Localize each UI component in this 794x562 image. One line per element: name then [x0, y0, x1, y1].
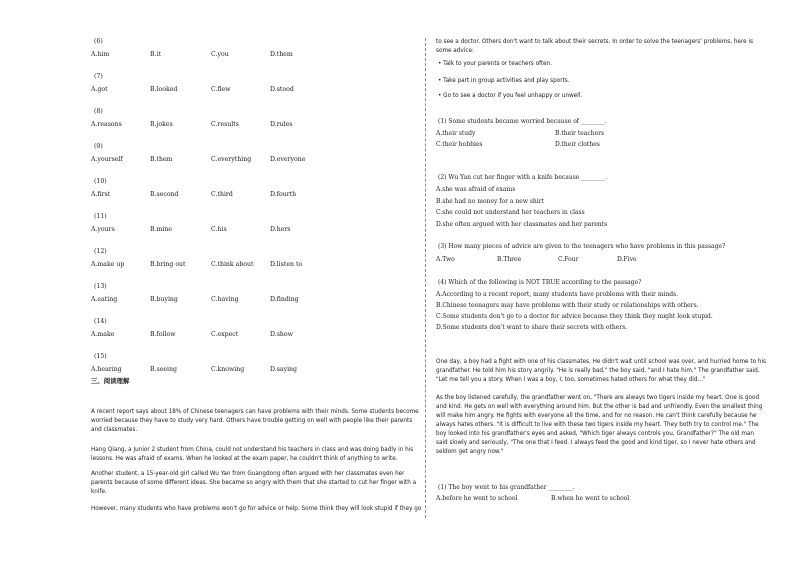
section-title: 三、阅读理解: [91, 377, 130, 385]
option-d: D.them: [270, 51, 293, 58]
option-b: B.follow: [150, 331, 176, 338]
question-stem: (2) Wu Yan cut her finger with a knife because ________.: [438, 174, 608, 181]
option-b: B.their teachers: [555, 130, 605, 137]
option-a: A.hearing: [91, 366, 122, 373]
option-c: C.you: [211, 51, 229, 58]
option-a: A.eating: [91, 296, 118, 303]
option-b: B.buying: [150, 296, 178, 303]
option-d: D.Some students don't want to share their secrets with others.: [436, 324, 628, 331]
option-a: A.before he went to school: [436, 495, 518, 502]
question-stem: (1) The boy went to his grandfather ________.: [438, 484, 575, 491]
option-c: C.their hobbies: [436, 141, 483, 148]
option-b: B.them: [150, 156, 173, 163]
passage2-paragraph: As the boy listened carefully, the grandfather went on, "There are always two tigers inside my heart. One is good and kind. He gets on well with everything around him. But the other is bad and unfriendly. Even the smallest thing will make him angry. He fights with everyone all the time, and for no reason. He can't think carefully because he always hates others. "It is difficult to live with these two tigers inside my heart. They both try to control me." The boy looked into his grandfather's eyes and asked, "Which tiger always controls you, Grandfather?" The old man said slowly and seriously, "The one that I feed. I always feed the good and kind tiger, so I never hate others and seldom get angry now.": [436, 395, 763, 455]
passage1-paragraph-cont: to see a doctor. Others don't want to talk about their secrets. In order to solve the teenagers' problems, here is some advice:: [436, 39, 754, 54]
option-a: A.him: [91, 51, 110, 58]
option-c: C.everything: [211, 156, 252, 163]
option-a: A.According to a recent report, many students have problems with their minds.: [436, 291, 679, 298]
option-b: B.Chinese teenagers may have problems with their study or relationships with others.: [436, 302, 699, 309]
option-a: A.yourself: [91, 156, 123, 163]
option-a: A.got: [91, 86, 108, 93]
question-number: (6): [94, 38, 103, 45]
option-b: B.when he went to school: [551, 495, 630, 502]
option-d: D.fourth: [270, 191, 297, 198]
advice-bullet: • Go to see a doctor if you feel unhappy or unwell.: [438, 93, 583, 99]
question-number: (15): [94, 353, 107, 360]
option-d: D.rules: [270, 121, 293, 128]
option-d: D.hers: [270, 226, 291, 233]
option-b: B.Three: [497, 256, 522, 263]
question-number: (9): [94, 143, 103, 150]
option-d: D.listen to: [270, 261, 303, 268]
option-b: B.seeing: [150, 366, 177, 373]
question-number: (10): [94, 178, 107, 185]
question-number: (12): [94, 248, 107, 255]
option-c: C.third: [211, 191, 233, 198]
question-number: (8): [94, 108, 103, 115]
option-d: D.she often argued with her classmates and her parents: [436, 221, 608, 228]
option-b: B.jokes: [150, 121, 173, 128]
option-c: C.she could not understand her teachers in class: [436, 209, 585, 216]
question-number: (13): [94, 283, 107, 290]
option-c: C.Four: [558, 256, 579, 263]
question-number: (7): [94, 73, 103, 80]
option-a: A.reasons: [91, 121, 122, 128]
option-a: A.Two: [436, 256, 455, 263]
option-a: A.first: [91, 191, 111, 198]
option-b: B.looked: [150, 86, 178, 93]
passage1-paragraph: However, many students who have problems won't go for advice or help. Some think they will look stupid if they go: [91, 506, 422, 512]
option-d: D.everyone: [270, 156, 306, 163]
option-c: C.having: [211, 296, 239, 303]
question-stem: (1) Some students became worried because of ________.: [438, 118, 607, 125]
option-c: C.think about: [211, 261, 254, 268]
option-d: D.Five: [617, 256, 637, 263]
option-d: D.finding: [270, 296, 299, 303]
question-number: (14): [94, 318, 107, 325]
passage2-paragraph: One day, a boy had a fight with one of his classmates. He didn't wait until school was over, and hurried home to his grandfather. He told him his story angrily. "He is really bad," the boy said, "and I hate him." The grandfather said, "Let me tell you a story. When I was a boy, I, too, sometimes hated others for what they did...": [436, 359, 767, 383]
question-stem: (3) How many pieces of advice are given to the teenagers who have problems in this passage?: [438, 243, 726, 250]
option-d: D.their clothes: [555, 141, 600, 148]
option-c: C.Some students don't go to a doctor for advice because they think they might look stupid.: [436, 313, 713, 320]
option-c: C.expect: [211, 331, 239, 338]
option-b: B.she had no money for a new shirt: [436, 198, 544, 205]
option-b: B.it: [150, 51, 161, 58]
option-c: C.his: [211, 226, 227, 233]
passage1-paragraph: Another student, a 15-year-old girl called Wu Yan from Guangdong often argued with her classmates even her parents because of some different ideas. She became so angry with them that she started to cut her finger with a knife.: [91, 471, 417, 495]
option-c: C.flew: [211, 86, 231, 93]
option-b: B.mine: [150, 226, 173, 233]
option-d: D.saying: [270, 366, 297, 373]
passage1-paragraph: Hang Qiang, a Junior 2 student from China, could not understand his teachers in class and was doing badly in his lessons. He was afraid of exams. When he looked at the exam paper, he couldn't think of anything to write.: [91, 447, 414, 462]
advice-bullet: • Talk to your parents or teachers often.: [438, 61, 553, 67]
option-a: A.make: [91, 331, 115, 338]
option-d: D.show: [270, 331, 293, 338]
option-b: B.bring out: [150, 261, 186, 268]
advice-bullet: • Take part in group activities and play sports.: [438, 78, 570, 84]
option-a: A.yours: [91, 226, 115, 233]
option-c: C.knowing: [211, 366, 245, 373]
option-b: B.second: [150, 191, 179, 198]
option-a: A.their study: [436, 130, 476, 137]
option-a: A.make up: [91, 261, 125, 268]
question-number: (11): [94, 213, 107, 220]
option-d: D.stood: [270, 86, 294, 93]
option-a: A.she was afraid of exams: [436, 186, 516, 193]
column-divider: [425, 38, 426, 518]
question-stem: (4) Which of the following is NOT TRUE according to the passage?: [438, 279, 642, 286]
option-c: C.results: [211, 121, 239, 128]
passage1-paragraph: A recent report says about 18% of Chinese teenagers can have problems with their minds. Some students become worried because they have to study very hard. Others have trouble getting on well with people like their parents and classmates.: [91, 409, 419, 433]
